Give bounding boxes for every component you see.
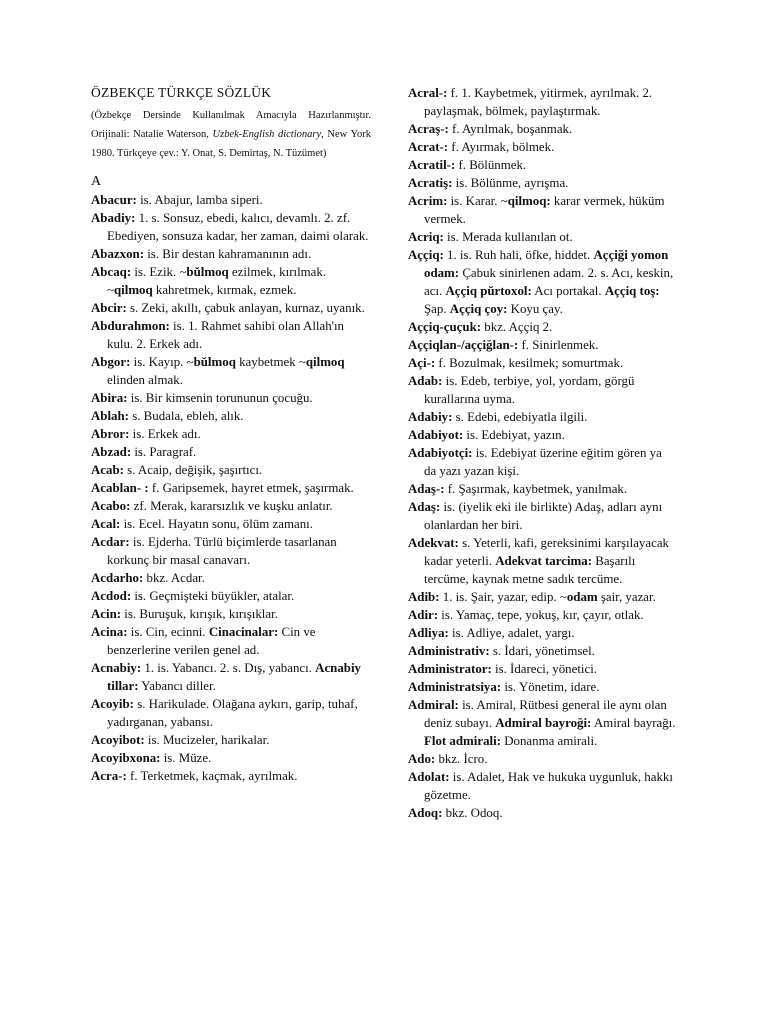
entry-text: zf. Merak, kararsızlık ve kuşku anlatır. xyxy=(130,499,333,513)
entry-headword: Açi-: xyxy=(408,356,436,370)
entry-headword: Acral-: xyxy=(408,86,448,100)
dictionary-entry xyxy=(408,228,676,246)
dictionary-entry xyxy=(91,623,371,659)
entry-text: is. 1. Rahmet sahibi olan Allah'ın kulu. 2. Erkek adı. xyxy=(107,319,344,351)
entry-text: Cin ve benzerlerine verilen genel ad. xyxy=(107,625,316,657)
entry-headword: Acdar: xyxy=(91,535,130,549)
entry-text: 1. is. Yabancı. 2. s. Dış, yabancı. xyxy=(141,661,316,675)
entry-headword: qilmoq: xyxy=(507,194,551,208)
left-column xyxy=(91,84,371,785)
entry-text: Koyu çay. xyxy=(507,302,563,316)
intro-pre: (Özbekçe Dersinde Kullanılmak Amacıyla Hazırlanmıştır. Orijinali: Natalie Waterson, xyxy=(91,110,371,140)
entry-text: is. Yamaç, tepe, yokuş, kır, çayır, otlak. xyxy=(438,608,644,622)
entry-text: f. Şaşırmak, kaybetmek, yanılmak. xyxy=(444,482,628,496)
entry-headword: Administrator: xyxy=(408,662,492,676)
entry-text: bkz. Acdar. xyxy=(143,571,205,585)
entry-text: f. Ayrılmak, boşanmak. xyxy=(448,122,573,136)
entry-headword: Acin: xyxy=(91,607,122,621)
dictionary-entry xyxy=(91,659,371,695)
entry-text: bkz. İcro. xyxy=(435,752,488,766)
entry-text: Amiral bayrağı. xyxy=(591,716,676,730)
entry-headword: Abdurahmon: xyxy=(91,319,170,333)
entry-headword: Abacur: xyxy=(91,193,137,207)
entry-headword: Adolat: xyxy=(408,770,450,784)
entry-headword: Cinacinalar: xyxy=(208,625,279,639)
entry-headword: Aççiği yomon odam: xyxy=(424,248,669,280)
entry-headword: Administrativ: xyxy=(408,644,490,658)
entry-text: is. Geçmişteki büyükler, atalar. xyxy=(131,589,295,603)
entry-headword: Abzad: xyxy=(91,445,132,459)
entry-text: f. Terketmek, kaçmak, ayrılmak. xyxy=(126,769,298,783)
dictionary-entry xyxy=(91,425,371,443)
entry-headword: Ablah: xyxy=(91,409,129,423)
entry-headword: Acoyib: xyxy=(91,697,134,711)
dictionary-entry xyxy=(91,353,371,389)
entry-headword: Adoq: xyxy=(408,806,443,820)
entry-headword: Adab: xyxy=(408,374,443,388)
entry-text: bkz. Odoq. xyxy=(442,806,503,820)
entry-headword: Acriq: xyxy=(408,230,444,244)
entry-text: Acı portakal. xyxy=(531,284,605,298)
entry-headword: Aççiq: xyxy=(408,248,444,262)
entry-text: is. Ejderha. Türlü biçimlerde tasarlanan korkunç bir masal canavarı. xyxy=(107,535,337,567)
entry-text: Yabancı diller. xyxy=(138,679,216,693)
dictionary-entry xyxy=(91,389,371,407)
entry-text: is. Kayıp. ~ xyxy=(130,355,194,369)
dictionary-entry xyxy=(408,804,676,822)
entry-headword: Adabiyot: xyxy=(408,428,464,442)
entry-headword: Flot admirali: xyxy=(424,734,501,748)
entry-text: s. Zeki, akıllı, çabuk anlayan, kurnaz, uyanık. xyxy=(126,301,365,315)
right-entry-list xyxy=(408,84,676,822)
entry-headword: Acratiş: xyxy=(408,176,453,190)
dictionary-entry xyxy=(408,336,676,354)
dictionary-entry xyxy=(408,426,676,444)
entry-text: is. İdareci, yönetici. xyxy=(491,662,598,676)
entry-text: s. Budala, ebleh, alık. xyxy=(128,409,244,423)
entry-headword: Acrim: xyxy=(408,194,448,208)
dictionary-entry xyxy=(91,533,371,569)
entry-text: is. Yönetim, idare. xyxy=(501,680,600,694)
dictionary-entry xyxy=(91,749,371,767)
dictionary-entry xyxy=(408,318,676,336)
entry-text: is. Adliye, adalet, yargı. xyxy=(448,626,575,640)
entry-text: is. (iyelik eki ile birlikte) Adaş, adları aynı olanlardan her biri. xyxy=(424,500,663,532)
entry-headword: Adib: xyxy=(408,590,440,604)
dictionary-entry xyxy=(408,372,676,408)
entry-headword: Acdod: xyxy=(91,589,132,603)
dictionary-entry xyxy=(408,768,676,804)
entry-headword: Admiral: xyxy=(408,698,459,712)
entry-headword: Abror: xyxy=(91,427,130,441)
entry-text: is. Bir kimsenin torununun çocuğu. xyxy=(127,391,313,405)
entry-headword: Adaş: xyxy=(408,500,441,514)
dictionary-entry xyxy=(408,624,676,642)
dictionary-entry xyxy=(408,120,676,138)
dictionary-entry xyxy=(408,246,676,318)
entry-text: Donanma amirali. xyxy=(500,734,598,748)
entry-text: kahretmek, kırmak, ezmek. xyxy=(152,283,297,297)
entry-headword: Aççiq çoy: xyxy=(449,302,508,316)
entry-headword: Abcir: xyxy=(91,301,127,315)
entry-text: s. Harikulade. Olağana aykırı, garip, tuhaf, yadırganan, yabansı. xyxy=(107,697,358,729)
dictionary-entry xyxy=(91,443,371,461)
entry-text: is. Bir destan kahramanının adı. xyxy=(144,247,312,261)
dictionary-entry xyxy=(91,587,371,605)
entry-headword: Acab: xyxy=(91,463,124,477)
entry-headword: Acnabiy tillar: xyxy=(107,661,361,693)
entry-text: is. Mucizeler, harikalar. xyxy=(144,733,270,747)
entry-headword: Abira: xyxy=(91,391,128,405)
dictionary-entry xyxy=(408,156,676,174)
dictionary-entry xyxy=(91,263,371,299)
dictionary-entry xyxy=(91,407,371,425)
entry-text: is. Bölünme, ayrışma. xyxy=(452,176,569,190)
entry-text: bkz. Aççiq 2. xyxy=(481,320,553,334)
entry-text: s. Acaip, değişik, şaşırtıcı. xyxy=(123,463,263,477)
dictionary-entry xyxy=(408,588,676,606)
entry-headword: bŭlmoq xyxy=(186,265,229,279)
dictionary-entry xyxy=(408,534,676,588)
entry-text: ezilmek, kırılmak. ~ xyxy=(107,265,327,297)
dictionary-entry xyxy=(408,678,676,696)
dictionary-entry xyxy=(91,191,371,209)
dictionary-entry xyxy=(408,84,676,120)
dictionary-entry xyxy=(91,317,371,353)
entry-headword: Acoyibxona: xyxy=(91,751,161,765)
entry-headword: Acablan- : xyxy=(91,481,149,495)
entry-text: Başarılı tercüme, kaynak metne sadık tercüme. xyxy=(424,554,636,586)
intro-post: , New York 1980. Türkçeye çev.: Y. Onat, S. Demirtaş, N. Tüzümet) xyxy=(91,129,372,159)
entry-headword: Administratsiya: xyxy=(408,680,502,694)
entry-headword: Acnabiy: xyxy=(91,661,142,675)
entry-text: 1. s. Sonsuz, ebedi, kalıcı, devamlı. 2. zf. Ebediyen, sonsuza kadar, her zaman, daimi olarak. xyxy=(107,211,369,243)
dictionary-entry xyxy=(408,642,676,660)
entry-text: 1. is. Ruh hali, öfke, hiddet. xyxy=(443,248,594,262)
dictionary-entry xyxy=(91,569,371,587)
entry-headword: Admiral bayroği: xyxy=(495,716,592,730)
intro-source-title: Uzbek-English dictionary xyxy=(212,129,322,140)
entry-headword: odam xyxy=(566,590,598,604)
entry-text: s. İdari, yönetimsel. xyxy=(489,644,595,658)
entry-text: s. Yeterli, kafi, gereksinimi karşılayacak kadar yeterli. xyxy=(424,536,669,568)
dictionary-entry xyxy=(408,498,676,534)
dictionary-entry xyxy=(91,695,371,731)
entry-headword: Adaş-: xyxy=(408,482,445,496)
entry-text: Şap. xyxy=(424,302,450,316)
dictionary-entry xyxy=(408,750,676,768)
dictionary-entry xyxy=(91,479,371,497)
dictionary-entry xyxy=(408,192,676,228)
entry-text: f. Sinirlenmek. xyxy=(518,338,599,352)
entry-text: 1. is. Şair, yazar, edip. ~ xyxy=(439,590,567,604)
entry-text: is. Cin, ecinni. xyxy=(127,625,209,639)
dictionary-entry xyxy=(91,605,371,623)
entry-headword: Aççiq pŭrtoxol: xyxy=(445,284,532,298)
dictionary-entry xyxy=(91,245,371,263)
dictionary-entry xyxy=(91,731,371,749)
entry-headword: Adabiy: xyxy=(408,410,453,424)
entry-headword: Acraş-: xyxy=(408,122,449,136)
entry-text: is. Erkek adı. xyxy=(129,427,201,441)
entry-headword: Acdarho: xyxy=(91,571,144,585)
entry-headword: Aççiq-çuçuk: xyxy=(408,320,482,334)
entry-headword: Aççiqlan-/aççiğlan-: xyxy=(408,338,519,352)
entry-headword: Acra-: xyxy=(91,769,127,783)
entry-headword: Adabiyotçi: xyxy=(408,446,473,460)
dictionary-entry xyxy=(91,497,371,515)
entry-text: is. Edebiyat, yazın. xyxy=(463,428,565,442)
entry-text: f. Ayırmak, bölmek. xyxy=(448,140,555,154)
dictionary-entry xyxy=(91,767,371,785)
entry-headword: Abcaq: xyxy=(91,265,132,279)
entry-text: is. Merada kullanılan ot. xyxy=(443,230,573,244)
entry-headword: Abazxon: xyxy=(91,247,144,261)
entry-headword: Acina: xyxy=(91,625,128,639)
dictionary-entry xyxy=(408,174,676,192)
dictionary-entry xyxy=(408,138,676,156)
dictionary-entry xyxy=(91,515,371,533)
entry-text: f. Garipsemek, hayret etmek, şaşırmak. xyxy=(148,481,354,495)
dictionary-entry xyxy=(408,480,676,498)
dictionary-entry xyxy=(91,209,371,245)
entry-text: is. Abajur, lamba siperi. xyxy=(136,193,263,207)
intro-note xyxy=(91,106,371,163)
entry-headword: Acoyibot: xyxy=(91,733,145,747)
section-letter: A xyxy=(91,174,102,189)
entry-headword: Adir: xyxy=(408,608,439,622)
entry-text: karar vermek, hüküm vermek. xyxy=(424,194,665,226)
entry-headword: Adekvat tarcima: xyxy=(495,554,593,568)
dictionary-entry xyxy=(408,606,676,624)
entry-text: is. Edebiyat üzerine eğitim gören ya da yazı yazan kişi. xyxy=(424,446,662,478)
dictionary-entry xyxy=(91,461,371,479)
dictionary-entry xyxy=(408,408,676,426)
entry-headword: Adekvat: xyxy=(408,536,459,550)
dictionary-entry xyxy=(408,660,676,678)
entry-headword: qilmoq xyxy=(113,283,153,297)
entry-text: is. Ezik. ~ xyxy=(131,265,187,279)
entry-headword: Acabo: xyxy=(91,499,131,513)
entry-headword: bŭlmoq xyxy=(193,355,236,369)
entry-text: elinden almak. xyxy=(107,373,183,387)
entry-headword: Acratil-: xyxy=(408,158,456,172)
right-column xyxy=(408,84,676,822)
entry-headword: Acal: xyxy=(91,517,121,531)
entry-headword: qilmoq xyxy=(305,355,345,369)
entry-headword: Abadiy: xyxy=(91,211,136,225)
entry-text: is. Edeb, terbiye, yol, yordam, görgü kurallarına uyma. xyxy=(424,374,635,406)
entry-headword: Abgor: xyxy=(91,355,131,369)
entry-headword: Acrat-: xyxy=(408,140,449,154)
entry-text: is. Ecel. Hayatın sonu, ölüm zamanı. xyxy=(120,517,313,531)
dictionary-entry xyxy=(91,299,371,317)
entry-headword: Adliya: xyxy=(408,626,449,640)
dictionary-entry xyxy=(408,696,676,750)
page-title: ÖZBEKÇE TÜRKÇE SÖZLÜK xyxy=(91,85,272,100)
dictionary-entry xyxy=(408,444,676,480)
entry-text: s. Edebi, edebiyatla ilgili. xyxy=(452,410,588,424)
entry-text: is. Müze. xyxy=(160,751,212,765)
entry-text: is. Karar. ~ xyxy=(447,194,508,208)
entry-text: is. Paragraf. xyxy=(131,445,197,459)
entry-text: Çabuk sinirlenen adam. 2. s. Acı, keskin, acı. xyxy=(424,266,674,298)
entry-text: f. 1. Kaybetmek, yitirmek, ayrılmak. 2. paylaşmak, bölmek, paylaştırmak. xyxy=(424,86,653,118)
entry-text: is. Amiral, Rütbesi general ile aynı olan deniz subayı. xyxy=(424,698,667,730)
dictionary-entry xyxy=(408,354,676,372)
entry-text: kaybetmek ~ xyxy=(235,355,306,369)
left-entry-list xyxy=(91,191,371,785)
entry-text: is. Adalet, Hak ve hukuka uygunluk, hakkı gözetme. xyxy=(424,770,673,802)
entry-headword: Aççiq toş: xyxy=(604,284,660,298)
entry-text: f. Bozulmak, kesilmek; somurtmak. xyxy=(435,356,624,370)
entry-text: f. Bölünmek. xyxy=(455,158,527,172)
entry-text: is. Buruşuk, kırışık, kırışıklar. xyxy=(121,607,278,621)
entry-headword: Ado: xyxy=(408,752,436,766)
entry-text: şair, yazar. xyxy=(597,590,656,604)
